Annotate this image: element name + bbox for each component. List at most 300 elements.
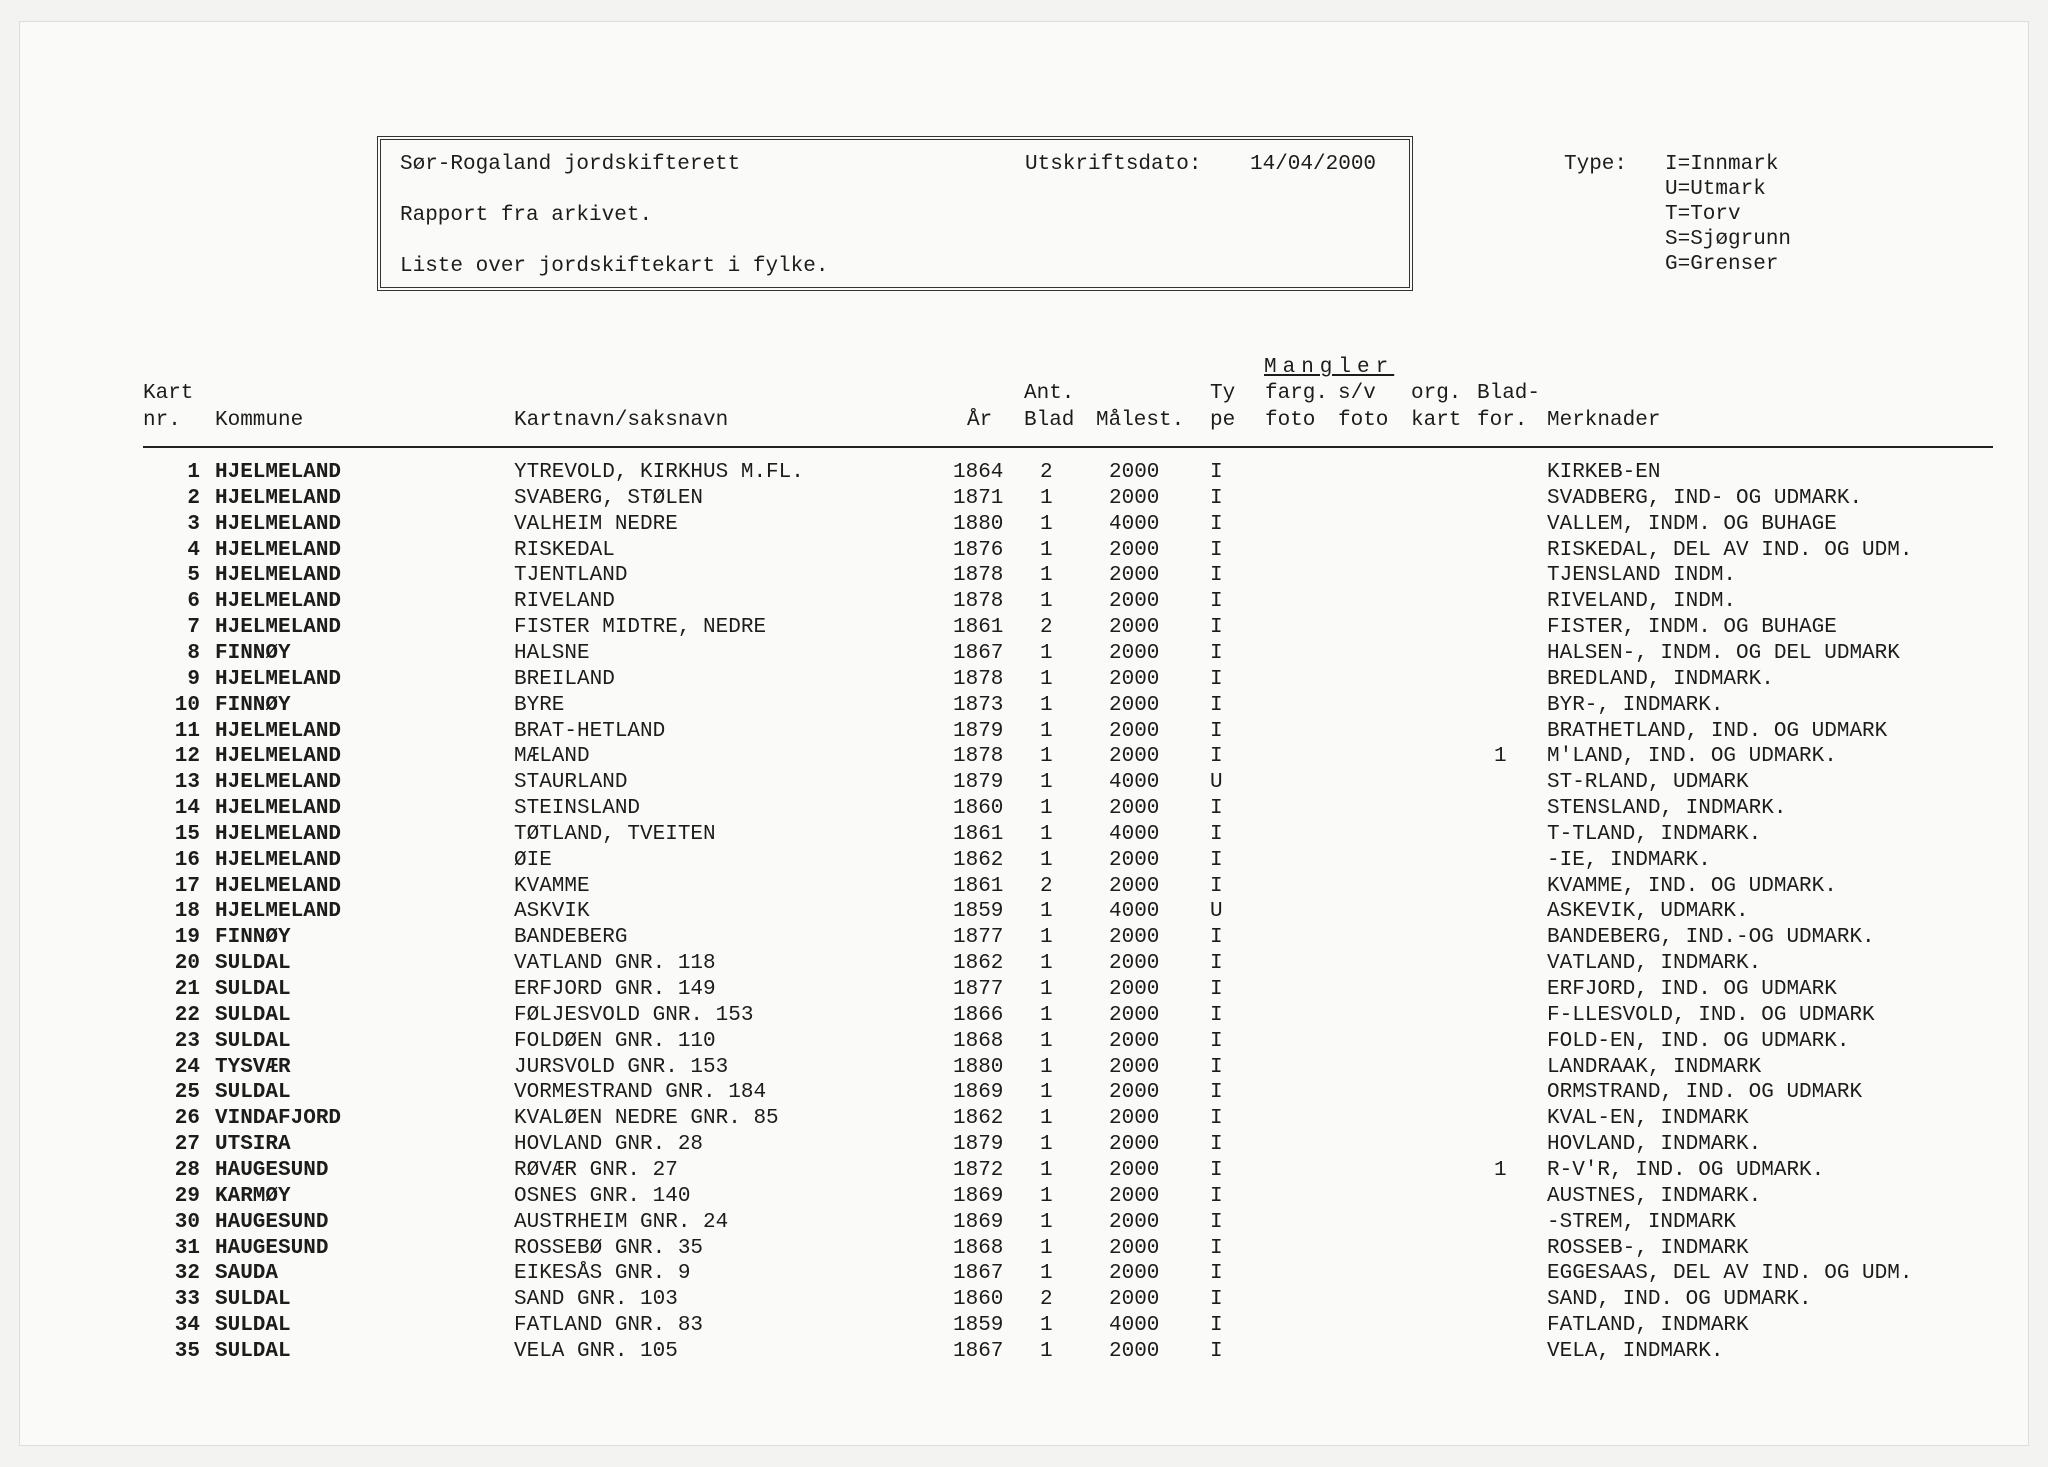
col-type-top: Ty — [1210, 382, 1236, 405]
cell-nr: 33 — [174, 1288, 200, 1311]
cell-ar: 1878 — [953, 668, 1004, 691]
cell-blad: 1 — [1040, 926, 1053, 949]
col-ant-top: Ant. — [1024, 382, 1075, 405]
cell-kommune: SULDAL — [215, 1030, 291, 1053]
cell-malest: 4000 — [1109, 900, 1160, 923]
cell-blad: 1 — [1040, 978, 1053, 1001]
cell-type: I — [1210, 797, 1223, 820]
cell-nr: 34 — [174, 1314, 200, 1337]
col-blad: Blad — [1024, 409, 1075, 432]
cell-malest: 2000 — [1109, 1107, 1160, 1130]
cell-ar: 1871 — [953, 487, 1004, 510]
cell-type: I — [1210, 1107, 1223, 1130]
cell-type: I — [1210, 1081, 1223, 1104]
cell-type: I — [1210, 487, 1223, 510]
cell-merknader: BANDEBERG, IND.-OG UDMARK. — [1547, 926, 1875, 949]
cell-type: I — [1210, 564, 1223, 587]
cell-type: U — [1210, 900, 1223, 923]
cell-malest: 2000 — [1109, 668, 1160, 691]
cell-type: I — [1210, 1030, 1223, 1053]
cell-kommune: FINNØY — [215, 926, 291, 949]
cell-ar: 1878 — [953, 590, 1004, 613]
cell-malest: 2000 — [1109, 978, 1160, 1001]
cell-merknader: FOLD-EN, IND. OG UDMARK. — [1547, 1030, 1850, 1053]
cell-kartnavn: KVALØEN NEDRE GNR. 85 — [514, 1107, 779, 1130]
cell-type: I — [1210, 1211, 1223, 1234]
cell-malest: 2000 — [1109, 1004, 1160, 1027]
cell-blad: 1 — [1040, 564, 1053, 587]
cell-kommune: HJELMELAND — [215, 513, 342, 536]
cell-blad: 1 — [1040, 771, 1053, 794]
cell-merknader: ST-RLAND, UDMARK — [1547, 771, 1749, 794]
cell-blad: 1 — [1040, 1237, 1053, 1260]
cell-merknader: F-LLESVOLD, IND. OG UDMARK — [1547, 1004, 1875, 1027]
cell-blad: 1 — [1040, 720, 1053, 743]
cell-merknader: TJENSLAND INDM. — [1547, 564, 1737, 587]
cell-kommune: HJELMELAND — [215, 668, 342, 691]
cell-type: I — [1210, 849, 1223, 872]
cell-merknader: -IE, INDMARK. — [1547, 849, 1711, 872]
cell-malest: 2000 — [1109, 1237, 1160, 1260]
cell-kommune: KARMØY — [215, 1185, 291, 1208]
cell-kartnavn: ERFJORD GNR. 149 — [514, 978, 716, 1001]
cell-blad: 1 — [1040, 1081, 1053, 1104]
cell-kartnavn: KVAMME — [514, 875, 590, 898]
cell-merknader: KVAMME, IND. OG UDMARK. — [1547, 875, 1837, 898]
cell-blad: 1 — [1040, 1133, 1053, 1156]
cell-blad: 2 — [1040, 616, 1053, 639]
cell-kartnavn: VELA GNR. 105 — [514, 1340, 678, 1363]
cell-kartnavn: VATLAND GNR. 118 — [514, 952, 716, 975]
cell-blad: 1 — [1040, 823, 1053, 846]
report-title: Rapport fra arkivet. — [400, 204, 653, 227]
cell-malest: 2000 — [1109, 1030, 1160, 1053]
col-kart-top: Kart — [143, 382, 194, 405]
cell-type: I — [1210, 978, 1223, 1001]
cell-blad: 1 — [1040, 797, 1053, 820]
cell-nr: 9 — [187, 668, 200, 691]
cell-malest: 2000 — [1109, 797, 1160, 820]
cell-nr: 1 — [187, 461, 200, 484]
cell-ar: 1864 — [953, 461, 1004, 484]
cell-blad: 1 — [1040, 1314, 1053, 1337]
cell-blad: 1 — [1040, 900, 1053, 923]
cell-blad: 1 — [1040, 1004, 1053, 1027]
cell-malest: 2000 — [1109, 1133, 1160, 1156]
cell-nr: 5 — [187, 564, 200, 587]
cell-type: I — [1210, 1185, 1223, 1208]
cell-malest: 2000 — [1109, 926, 1160, 949]
cell-kommune: HJELMELAND — [215, 461, 342, 484]
cell-malest: 2000 — [1109, 590, 1160, 613]
cell-merknader: VELA, INDMARK. — [1547, 1340, 1724, 1363]
cell-kartnavn: RIVELAND — [514, 590, 615, 613]
list-title: Liste over jordskiftekart i fylke. — [400, 255, 829, 278]
type-legend-label: Type: — [1564, 153, 1628, 176]
cell-kommune: UTSIRA — [215, 1133, 291, 1156]
cell-nr: 18 — [174, 900, 200, 923]
cell-malest: 2000 — [1109, 616, 1160, 639]
cell-nr: 20 — [174, 952, 200, 975]
cell-merknader: KVAL-EN, INDMARK — [1547, 1107, 1749, 1130]
cell-type: I — [1210, 745, 1223, 768]
cell-blad: 1 — [1040, 590, 1053, 613]
mangler-heading: Mangler — [1264, 356, 1395, 379]
cell-ar: 1860 — [953, 1288, 1004, 1311]
cell-nr: 29 — [174, 1185, 200, 1208]
cell-kommune: HAUGESUND — [215, 1159, 329, 1182]
cell-ar: 1880 — [953, 1056, 1004, 1079]
cell-nr: 11 — [174, 720, 200, 743]
cell-type: I — [1210, 952, 1223, 975]
cell-nr: 22 — [174, 1004, 200, 1027]
cell-nr: 23 — [174, 1030, 200, 1053]
legend-item: T=Torv — [1665, 203, 1741, 226]
cell-ar: 1869 — [953, 1081, 1004, 1104]
cell-merknader: SVADBERG, IND- OG UDMARK. — [1547, 487, 1863, 510]
cell-kommune: SAUDA — [215, 1262, 279, 1285]
cell-blad: 1 — [1040, 1030, 1053, 1053]
cell-kartnavn: BANDEBERG — [514, 926, 628, 949]
cell-blad: 1 — [1040, 668, 1053, 691]
cell-merknader: T-TLAND, INDMARK. — [1547, 823, 1762, 846]
cell-nr: 30 — [174, 1211, 200, 1234]
cell-nr: 10 — [174, 694, 200, 717]
cell-type: I — [1210, 513, 1223, 536]
cell-nr: 13 — [174, 771, 200, 794]
cell-nr: 26 — [174, 1107, 200, 1130]
col-bladfor-top: Blad- — [1477, 382, 1541, 405]
cell-ar: 1869 — [953, 1211, 1004, 1234]
cell-kartnavn: STAURLAND — [514, 771, 628, 794]
cell-kommune: HJELMELAND — [215, 745, 342, 768]
cell-nr: 17 — [174, 875, 200, 898]
cell-malest: 4000 — [1109, 1314, 1160, 1337]
cell-blad: 2 — [1040, 1288, 1053, 1311]
cell-malest: 4000 — [1109, 823, 1160, 846]
cell-type: I — [1210, 590, 1223, 613]
cell-ar: 1867 — [953, 1340, 1004, 1363]
cell-type: I — [1210, 720, 1223, 743]
cell-malest: 2000 — [1109, 539, 1160, 562]
cell-kommune: SULDAL — [215, 1288, 291, 1311]
cell-kartnavn: JURSVOLD GNR. 153 — [514, 1056, 729, 1079]
cell-blad: 1 — [1040, 1211, 1053, 1234]
cell-ar: 1859 — [953, 900, 1004, 923]
cell-kartnavn: VALHEIM NEDRE — [514, 513, 678, 536]
cell-kartnavn: ROSSEBØ GNR. 35 — [514, 1237, 704, 1260]
cell-ar: 1878 — [953, 564, 1004, 587]
cell-merknader: KIRKEB-EN — [1547, 461, 1661, 484]
cell-kommune: SULDAL — [215, 1314, 291, 1337]
cell-merknader: M'LAND, IND. OG UDMARK. — [1547, 745, 1837, 768]
cell-malest: 4000 — [1109, 771, 1160, 794]
cell-kommune: HJELMELAND — [215, 487, 342, 510]
cell-malest: 2000 — [1109, 694, 1160, 717]
cell-ar: 1862 — [953, 1107, 1004, 1130]
cell-blad: 1 — [1040, 513, 1053, 536]
cell-kommune: HJELMELAND — [215, 771, 342, 794]
cell-ar: 1861 — [953, 823, 1004, 846]
cell-type: I — [1210, 1314, 1223, 1337]
cell-merknader: -STREM, INDMARK — [1547, 1211, 1737, 1234]
cell-ar: 1867 — [953, 1262, 1004, 1285]
cell-merknader: SAND, IND. OG UDMARK. — [1547, 1288, 1812, 1311]
cell-merknader: BRATHETLAND, IND. OG UDMARK — [1547, 720, 1888, 743]
cell-nr: 28 — [174, 1159, 200, 1182]
cell-ar: 1862 — [953, 849, 1004, 872]
cell-kartnavn: HOVLAND GNR. 28 — [514, 1133, 704, 1156]
cell-ar: 1872 — [953, 1159, 1004, 1182]
legend-item: I=Innmark — [1665, 153, 1779, 176]
cell-merknader: ROSSEB-, INDMARK — [1547, 1237, 1749, 1260]
cell-kartnavn: MÆLAND — [514, 745, 590, 768]
cell-nr: 7 — [187, 616, 200, 639]
legend-item: G=Grenser — [1665, 253, 1779, 276]
cell-kommune: HJELMELAND — [215, 539, 342, 562]
cell-type: I — [1210, 1133, 1223, 1156]
cell-malest: 2000 — [1109, 461, 1160, 484]
cell-kommune: HJELMELAND — [215, 590, 342, 613]
cell-kartnavn: ASKVIK — [514, 900, 590, 923]
cell-nr: 25 — [174, 1081, 200, 1104]
cell-kartnavn: SVABERG, STØLEN — [514, 487, 704, 510]
cell-malest: 2000 — [1109, 1262, 1160, 1285]
cell-type: I — [1210, 461, 1223, 484]
cell-malest: 2000 — [1109, 1211, 1160, 1234]
cell-blad: 1 — [1040, 952, 1053, 975]
cell-malest: 2000 — [1109, 1159, 1160, 1182]
col-sv-top: s/v — [1338, 382, 1376, 405]
cell-nr: 16 — [174, 849, 200, 872]
cell-blad: 1 — [1040, 642, 1053, 665]
cell-nr: 6 — [187, 590, 200, 613]
col-ar: År — [967, 409, 993, 432]
col-malest: Målest. — [1096, 409, 1185, 432]
cell-malest: 4000 — [1109, 513, 1160, 536]
cell-nr: 31 — [174, 1237, 200, 1260]
cell-kommune: FINNØY — [215, 642, 291, 665]
cell-blad: 1 — [1040, 1107, 1053, 1130]
cell-merknader: HALSEN-, INDM. OG DEL UDMARK — [1547, 642, 1900, 665]
cell-merknader: BREDLAND, INDMARK. — [1547, 668, 1774, 691]
cell-kommune: SULDAL — [215, 952, 291, 975]
cell-ar: 1866 — [953, 1004, 1004, 1027]
cell-type: I — [1210, 926, 1223, 949]
cell-kommune: HJELMELAND — [215, 900, 342, 923]
cell-nr: 32 — [174, 1262, 200, 1285]
cell-merknader: FATLAND, INDMARK — [1547, 1314, 1749, 1337]
cell-kartnavn: STEINSLAND — [514, 797, 641, 820]
cell-kartnavn: VORMESTRAND GNR. 184 — [514, 1081, 767, 1104]
col-sv-bottom: foto — [1338, 409, 1389, 432]
cell-ar: 1861 — [953, 875, 1004, 898]
cell-type: I — [1210, 1340, 1223, 1363]
cell-blad: 1 — [1040, 1159, 1053, 1182]
print-date: 14/04/2000 — [1250, 153, 1377, 176]
cell-kartnavn: TØTLAND, TVEITEN — [514, 823, 716, 846]
cell-type: I — [1210, 642, 1223, 665]
cell-kartnavn: OSNES GNR. 140 — [514, 1185, 691, 1208]
cell-ar: 1879 — [953, 1133, 1004, 1156]
cell-kartnavn: HALSNE — [514, 642, 590, 665]
cell-kartnavn: RØVÆR GNR. 27 — [514, 1159, 678, 1182]
cell-blad: 2 — [1040, 461, 1053, 484]
cell-bladfor: 1 — [1494, 1159, 1507, 1182]
cell-type: I — [1210, 1159, 1223, 1182]
cell-kommune: SULDAL — [215, 978, 291, 1001]
cell-type: I — [1210, 823, 1223, 846]
cell-nr: 15 — [174, 823, 200, 846]
cell-malest: 2000 — [1109, 849, 1160, 872]
cell-kartnavn: FOLDØEN GNR. 110 — [514, 1030, 716, 1053]
cell-nr: 8 — [187, 642, 200, 665]
cell-type: U — [1210, 771, 1223, 794]
cell-type: I — [1210, 1056, 1223, 1079]
cell-malest: 2000 — [1109, 1288, 1160, 1311]
cell-malest: 2000 — [1109, 875, 1160, 898]
cell-kommune: HAUGESUND — [215, 1237, 329, 1260]
cell-kommune: TYSVÆR — [215, 1056, 291, 1079]
cell-type: I — [1210, 1004, 1223, 1027]
cell-blad: 1 — [1040, 1340, 1053, 1363]
cell-merknader: ASKEVIK, UDMARK. — [1547, 900, 1749, 923]
cell-merknader: RIVELAND, INDM. — [1547, 590, 1737, 613]
cell-kartnavn: YTREVOLD, KIRKHUS M.FL. — [514, 461, 804, 484]
col-farg-bottom: foto — [1265, 409, 1316, 432]
cell-blad: 2 — [1040, 875, 1053, 898]
cell-ar: 1879 — [953, 720, 1004, 743]
cell-blad: 1 — [1040, 745, 1053, 768]
cell-kartnavn: EIKESÅS GNR. 9 — [514, 1262, 691, 1285]
cell-nr: 21 — [174, 978, 200, 1001]
cell-kommune: HJELMELAND — [215, 616, 342, 639]
org-name: Sør-Rogaland jordskifterett — [400, 153, 741, 176]
cell-ar: 1869 — [953, 1185, 1004, 1208]
cell-ar: 1862 — [953, 952, 1004, 975]
cell-kartnavn: FØLJESVOLD GNR. 153 — [514, 1004, 754, 1027]
cell-malest: 2000 — [1109, 1340, 1160, 1363]
cell-malest: 2000 — [1109, 1081, 1160, 1104]
cell-merknader: EGGESAAS, DEL AV IND. OG UDM. — [1547, 1262, 1913, 1285]
cell-ar: 1877 — [953, 926, 1004, 949]
cell-ar: 1876 — [953, 539, 1004, 562]
cell-type: I — [1210, 539, 1223, 562]
col-kartnavn: Kartnavn/saksnavn — [514, 409, 729, 432]
cell-kommune: SULDAL — [215, 1340, 291, 1363]
cell-type: I — [1210, 875, 1223, 898]
cell-ar: 1859 — [953, 1314, 1004, 1337]
cell-malest: 2000 — [1109, 952, 1160, 975]
col-org-bottom: kart — [1411, 409, 1462, 432]
header-rule — [143, 446, 1993, 448]
cell-ar: 1873 — [953, 694, 1004, 717]
cell-kommune: HJELMELAND — [215, 564, 342, 587]
cell-merknader: VATLAND, INDMARK. — [1547, 952, 1762, 975]
cell-blad: 1 — [1040, 539, 1053, 562]
cell-malest: 2000 — [1109, 1185, 1160, 1208]
cell-type: I — [1210, 616, 1223, 639]
cell-merknader: AUSTNES, INDMARK. — [1547, 1185, 1762, 1208]
cell-kartnavn: BRAT-HETLAND — [514, 720, 666, 743]
date-label: Utskriftsdato: — [1025, 153, 1202, 176]
cell-merknader: STENSLAND, INDMARK. — [1547, 797, 1787, 820]
cell-nr: 35 — [174, 1340, 200, 1363]
cell-nr: 14 — [174, 797, 200, 820]
cell-merknader: LANDRAAK, INDMARK — [1547, 1056, 1762, 1079]
cell-ar: 1868 — [953, 1237, 1004, 1260]
cell-nr: 2 — [187, 487, 200, 510]
cell-nr: 12 — [174, 745, 200, 768]
cell-ar: 1867 — [953, 642, 1004, 665]
cell-kartnavn: BREILAND — [514, 668, 615, 691]
cell-kartnavn: FISTER MIDTRE, NEDRE — [514, 616, 767, 639]
cell-nr: 24 — [174, 1056, 200, 1079]
cell-blad: 1 — [1040, 1056, 1053, 1079]
cell-ar: 1878 — [953, 745, 1004, 768]
cell-malest: 2000 — [1109, 642, 1160, 665]
cell-merknader: HOVLAND, INDMARK. — [1547, 1133, 1762, 1156]
cell-ar: 1868 — [953, 1030, 1004, 1053]
cell-kommune: HJELMELAND — [215, 823, 342, 846]
cell-blad: 1 — [1040, 487, 1053, 510]
cell-blad: 1 — [1040, 849, 1053, 872]
cell-blad: 1 — [1040, 694, 1053, 717]
cell-kartnavn: AUSTRHEIM GNR. 24 — [514, 1211, 729, 1234]
cell-kartnavn: ØIE — [514, 849, 552, 872]
cell-merknader: VALLEM, INDM. OG BUHAGE — [1547, 513, 1837, 536]
col-farg-top: farg. — [1265, 382, 1329, 405]
cell-kommune: HJELMELAND — [215, 797, 342, 820]
cell-kommune: SULDAL — [215, 1081, 291, 1104]
legend-item: U=Utmark — [1665, 178, 1766, 201]
cell-blad: 1 — [1040, 1262, 1053, 1285]
cell-blad: 1 — [1040, 1185, 1053, 1208]
cell-nr: 27 — [174, 1133, 200, 1156]
cell-malest: 2000 — [1109, 564, 1160, 587]
cell-merknader: FISTER, INDM. OG BUHAGE — [1547, 616, 1837, 639]
cell-kartnavn: RISKEDAL — [514, 539, 615, 562]
col-type-bottom: pe — [1210, 409, 1236, 432]
cell-merknader: R-V'R, IND. OG UDMARK. — [1547, 1159, 1825, 1182]
cell-merknader: BYR-, INDMARK. — [1547, 694, 1724, 717]
col-bladfor-bottom: for. — [1477, 409, 1528, 432]
cell-malest: 2000 — [1109, 745, 1160, 768]
cell-bladfor: 1 — [1494, 745, 1507, 768]
cell-kartnavn: BYRE — [514, 694, 565, 717]
cell-kommune: FINNØY — [215, 694, 291, 717]
cell-kommune: HJELMELAND — [215, 849, 342, 872]
col-merknader: Merknader — [1547, 409, 1661, 432]
cell-type: I — [1210, 1262, 1223, 1285]
col-org-top: org. — [1411, 382, 1462, 405]
cell-ar: 1880 — [953, 513, 1004, 536]
cell-nr: 19 — [174, 926, 200, 949]
cell-kommune: HJELMELAND — [215, 720, 342, 743]
cell-malest: 2000 — [1109, 720, 1160, 743]
cell-merknader: ORMSTRAND, IND. OG UDMARK — [1547, 1081, 1863, 1104]
cell-ar: 1877 — [953, 978, 1004, 1001]
cell-kommune: VINDAFJORD — [215, 1107, 342, 1130]
cell-kommune: SULDAL — [215, 1004, 291, 1027]
cell-merknader: ERFJORD, IND. OG UDMARK — [1547, 978, 1837, 1001]
cell-type: I — [1210, 694, 1223, 717]
cell-type: I — [1210, 668, 1223, 691]
col-kommune: Kommune — [215, 409, 304, 432]
cell-kartnavn: SAND GNR. 103 — [514, 1288, 678, 1311]
cell-kartnavn: FATLAND GNR. 83 — [514, 1314, 704, 1337]
cell-type: I — [1210, 1237, 1223, 1260]
